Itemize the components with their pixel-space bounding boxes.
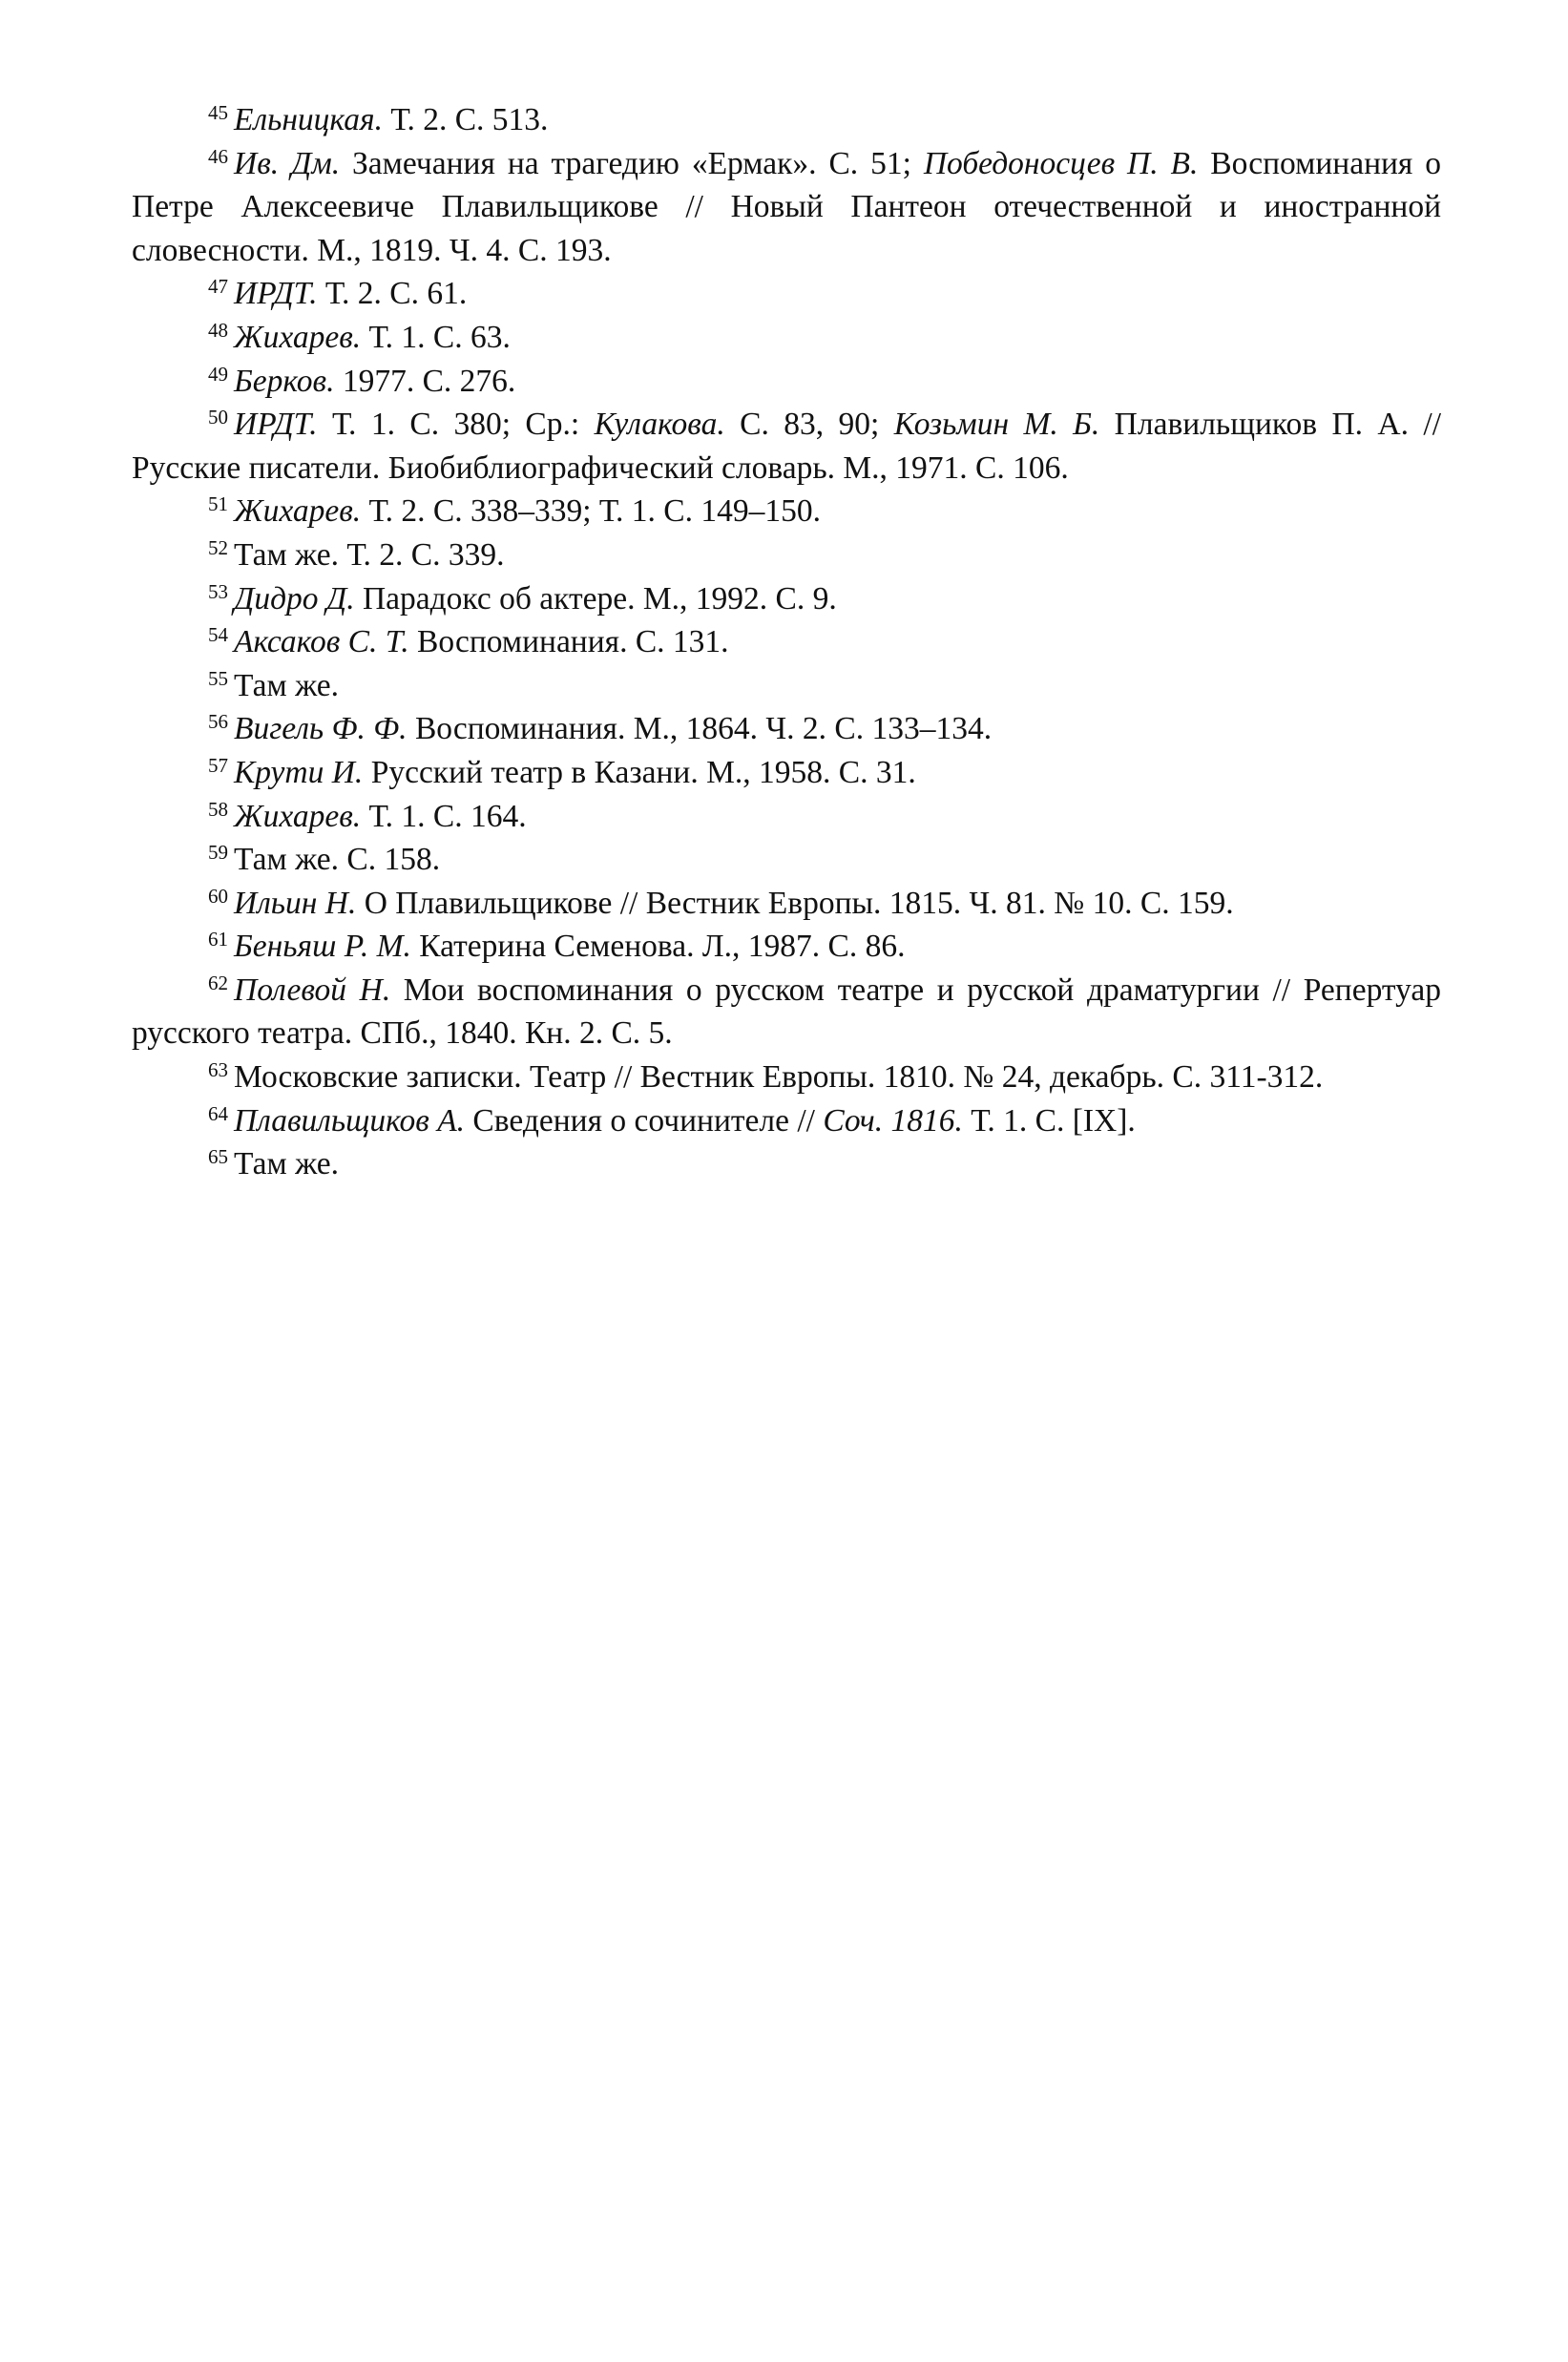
endnote-number: 58 <box>208 797 228 821</box>
endnote-text: Т. 2. С. 61. <box>317 276 468 312</box>
endnote-number: 47 <box>208 275 228 299</box>
endnote-author-italic: Победоносцев П. В. <box>923 145 1199 181</box>
endnote-author-italic: ИРДТ. <box>234 407 318 443</box>
endnote-author-italic: Плавильщиков А. <box>234 1102 466 1139</box>
endnote-52 <box>132 533 1441 577</box>
endnote-text: Т. 1. С. [IX]. <box>962 1102 1136 1139</box>
endnote-number: 48 <box>208 318 228 342</box>
endnote-text: О Плавильщикове // Вестник Европы. 1815. Ч. 81. № 10. С. 159. <box>356 885 1234 921</box>
endnote-text: Катерина Семенова. Л., 1987. С. 86. <box>410 929 906 965</box>
endnote-author-italic: Аксаков С. Т. <box>234 624 409 660</box>
endnote-author-italic: Вигель Ф. Ф. <box>234 711 408 747</box>
endnote-text: Там же. <box>234 667 340 703</box>
endnote-number: 45 <box>208 101 228 124</box>
endnote-number: 51 <box>208 492 228 516</box>
endnote-text: Там же. Т. 2. С. 339. <box>234 536 505 573</box>
endnote-62 <box>132 969 1441 1056</box>
endnote-number: 56 <box>208 710 228 734</box>
endnote-number: 49 <box>208 362 228 386</box>
endnote-48 <box>132 316 1441 360</box>
endnote-number: 64 <box>208 1101 228 1125</box>
endnote-author-italic: Кулакова. <box>594 407 725 443</box>
endnote-number: 53 <box>208 579 228 603</box>
endnote-author-italic: Дидро Д. <box>234 580 355 617</box>
endnote-65 <box>132 1142 1441 1186</box>
endnote-author-italic: Козьмин М. Б. <box>893 407 1100 443</box>
endnote-number: 60 <box>208 884 228 908</box>
endnote-text: Там же. <box>234 1146 340 1182</box>
endnote-59 <box>132 838 1441 882</box>
endnote-author-italic: Беньяш Р. М. <box>234 929 411 965</box>
endnote-text: 1977. С. 276. <box>334 363 516 399</box>
endnote-text: Воспоминания. С. 131. <box>408 624 729 660</box>
endnote-number: 52 <box>208 535 228 559</box>
endnote-64 <box>132 1099 1441 1143</box>
endnote-number: 54 <box>208 623 228 647</box>
endnotes-list <box>132 98 1441 1186</box>
endnote-author-italic: Ельницкая. <box>234 102 383 137</box>
endnote-63 <box>132 1056 1441 1099</box>
endnote-number: 65 <box>208 1145 228 1169</box>
endnote-text: Мои воспоминания о русском театре и русской драматургии // Репертуар русского театра. СПб., 1840. Кн. 2. С. 5. <box>132 972 1441 1052</box>
endnote-46 <box>132 142 1441 273</box>
endnote-54 <box>132 620 1441 664</box>
endnote-text: Т. 2. С. 513. <box>382 102 549 137</box>
endnote-number: 55 <box>208 666 228 690</box>
endnote-text: С. 83, 90; <box>724 407 894 443</box>
endnote-number: 63 <box>208 1058 228 1082</box>
endnote-57 <box>132 751 1441 795</box>
endnote-number: 46 <box>208 144 228 168</box>
endnote-author-italic: Соч. 1816. <box>823 1102 963 1139</box>
endnote-text: Русский театр в Казани. М., 1958. С. 31. <box>363 754 916 790</box>
endnote-text: Т. 1. С. 63. <box>361 319 511 355</box>
endnote-45 <box>132 98 1441 142</box>
endnote-55 <box>132 664 1441 708</box>
endnote-53 <box>132 577 1441 621</box>
endnote-text: Замечания на трагедию «Ермак». С. 51; <box>340 145 924 181</box>
endnote-61 <box>132 925 1441 969</box>
endnote-text: Московские записки. Театр // Вестник Европы. 1810. № 24, декабрь. С. 311-312. <box>234 1059 1324 1096</box>
endnote-60 <box>132 882 1441 926</box>
endnote-number: 62 <box>208 971 228 994</box>
endnote-author-italic: ИРДТ. <box>234 276 318 312</box>
endnote-author-italic: Ильин Н. <box>234 885 357 921</box>
endnote-number: 50 <box>208 406 228 429</box>
endnote-text: Т. 2. С. 338–339; Т. 1. С. 149–150. <box>361 493 821 530</box>
endnote-text: Воспоминания о Петре Алексеевиче Плавильщикове // Новый Пантеон отечественной и иностранной словесности. М., 1819. Ч. 4. С. 193. <box>132 145 1442 268</box>
endnote-text: Там же. С. 158. <box>234 842 441 878</box>
endnote-text: Парадокс об актере. М., 1992. С. 9. <box>354 580 837 617</box>
endnote-author-italic: Жихарев. <box>234 319 362 355</box>
endnote-author-italic: Ив. Дм. <box>234 145 341 181</box>
endnote-47 <box>132 272 1441 316</box>
endnote-text: Плавильщиков П. А. // Русские писатели. Биобиблиографический словарь. М., 1971. С. 106. <box>132 407 1442 486</box>
endnote-number: 59 <box>208 841 228 865</box>
endnote-58 <box>132 795 1441 839</box>
endnote-author-italic: Полевой Н. <box>234 972 391 1008</box>
endnote-49 <box>132 360 1441 404</box>
endnote-number: 57 <box>208 753 228 777</box>
endnote-51 <box>132 490 1441 533</box>
endnote-text: Т. 1. С. 164. <box>361 798 527 834</box>
endnote-text: Т. 1. С. 380; Ср.: <box>317 407 595 443</box>
endnote-text: Воспоминания. М., 1864. Ч. 2. С. 133–134. <box>407 711 993 747</box>
endnote-number: 61 <box>208 928 228 951</box>
endnote-50 <box>132 403 1441 490</box>
endnote-author-italic: Жихарев. <box>234 798 362 834</box>
endnote-author-italic: Крути И. <box>234 754 364 790</box>
endnote-text: Сведения о сочинителе // <box>465 1102 824 1139</box>
endnote-56 <box>132 707 1441 751</box>
endnote-author-italic: Жихарев. <box>234 493 362 530</box>
endnote-author-italic: Берков. <box>234 363 335 399</box>
